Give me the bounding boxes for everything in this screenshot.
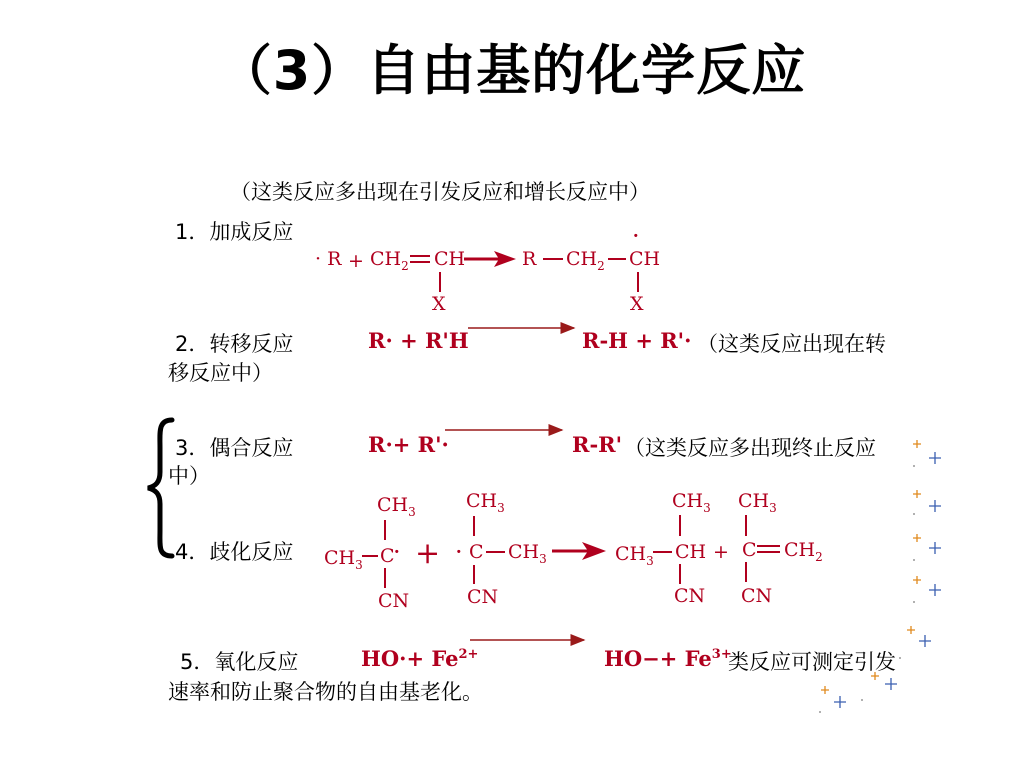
reaction-2-label: 2．转移反应: [175, 332, 294, 356]
r4-c-4: C: [742, 539, 757, 561]
r4-cn-1: CN: [378, 590, 410, 612]
r4-ch2-4: $CH_2$: [784, 539, 823, 564]
reaction-2-reactants: R· + R'H: [368, 328, 469, 353]
r1-x-b: X: [630, 293, 644, 315]
r4-ch3-top-2: $CH_3$: [466, 490, 505, 515]
r1-x-a: X: [432, 293, 446, 315]
r1-r: R: [522, 248, 537, 270]
r1-radical: · R: [315, 248, 342, 270]
left-brace: [148, 420, 172, 556]
reaction-5-products: $HO-+ Fe^{3+}$: [604, 646, 732, 671]
reaction-5-reactants: $HO\cdot+ Fe^{2+}$: [361, 646, 479, 671]
r4-cn-3: CN: [674, 585, 706, 607]
reaction-3-desc-1: （这类反应多出现终止反应: [624, 436, 876, 460]
reaction-3-products: R-R': [572, 432, 623, 457]
r4-arrow: [552, 542, 606, 560]
reaction-2-products: R-H + R'·: [582, 328, 692, 353]
r1-ch2-a: $CH_2$: [370, 248, 409, 273]
r4-ch3-right-2: $CH_3$: [508, 541, 547, 566]
r4-ch3-left-3: $CH_3$: [615, 543, 654, 568]
r4-c-1: C: [380, 545, 395, 567]
reaction-3-label: 3．偶合反应: [175, 436, 294, 460]
r4-cn-2: CN: [467, 586, 499, 608]
reaction-5-desc-2: 速率和防止聚合物的自由基老化。: [168, 680, 483, 704]
r4-cn-4: CN: [741, 585, 773, 607]
r1-ch2-b: $CH_2$: [566, 248, 605, 273]
r4-ch3-left-1: $CH_3$: [324, 547, 363, 572]
intro-note: （这类反应多出现在引发反应和增长反应中）: [230, 180, 650, 204]
r4-ch-3: CH: [675, 541, 707, 563]
r1-plus: +: [348, 250, 364, 272]
r4-dot-2: ·: [455, 538, 463, 566]
r4-ch3-top-3: $CH_3$: [672, 490, 711, 515]
page-title: （3）自由基的化学反应: [217, 39, 807, 102]
r1-arrow: [464, 251, 516, 267]
r4-plus-2: +: [713, 541, 729, 563]
reaction-1-label: 1．加成反应: [175, 220, 294, 244]
r4-ch3-top-1: $CH_3$: [377, 494, 416, 519]
reaction-5-label: 5．氧化反应: [180, 650, 299, 674]
r1-dot: ·: [632, 222, 640, 250]
reaction-3-reactants: R·+ R'·: [368, 432, 449, 457]
r4-plus-1: +: [415, 536, 441, 571]
r4-c-2: C: [469, 541, 484, 563]
r1-ch-a: CH: [434, 248, 466, 270]
r4-ch3-top-4: $CH_3$: [738, 490, 777, 515]
r1-ch-b: CH: [629, 248, 661, 270]
r1-bonds: [410, 256, 638, 292]
reaction-5-desc-1: 类反应可测定引发: [728, 650, 896, 674]
sparkle-decoration: [819, 440, 941, 713]
r4-dot-1: ·: [393, 538, 401, 566]
reaction-4-label: 4．歧化反应: [175, 540, 294, 564]
reaction-2-desc-2: 移反应中）: [168, 361, 273, 385]
reaction-3-desc-2: 中）: [168, 464, 210, 488]
reaction-2-desc-1: （这类反应出现在转: [697, 332, 886, 356]
